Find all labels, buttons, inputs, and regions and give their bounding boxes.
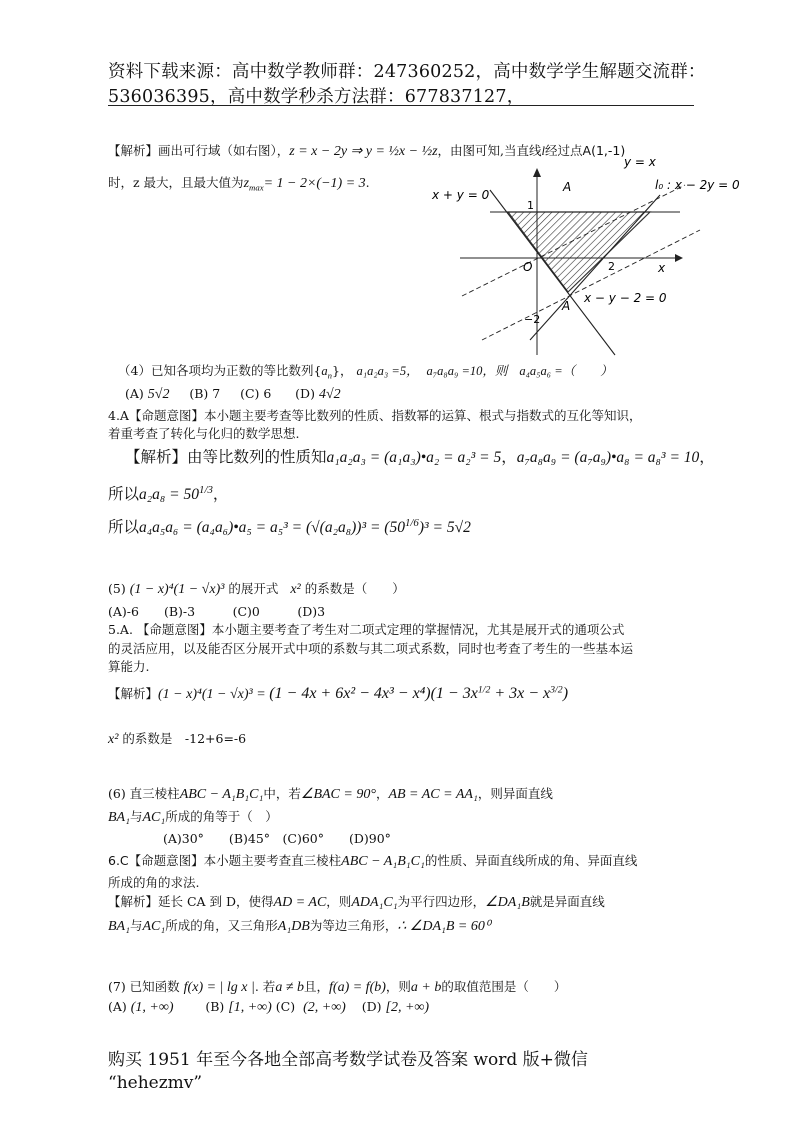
- q5-solution: 【解析】$(1 - x)^4(1 - √x)^3 = (1 - 4x + 6x^2 - 4x^3 - x^4)(1 - 3x^{1/2} + 3x - x^{3/2})$: [108, 684, 569, 702]
- q4-stem: （4）已知各项均为正数的等比数列$\{a_n\}$， a₁a₂a₃ =5， a₇a₈a₉ =10，则 a₄a₅a₆ =（ ）: [118, 363, 613, 381]
- q6-stem-line-2: BA₁与AC₁所成的角等于（ ）: [108, 809, 278, 825]
- q3-solution-line-2: 时，z 最大，且最大值为$z_{max}= 1 - 2\times(-1) = 3$.: [108, 175, 370, 193]
- q4-intent-line-1: 4.A【命题意图】本小题主要考查等比数列的性质、指数幂的运算、根式与指数式的互化等知识，: [108, 408, 642, 423]
- footer-line-2: “hehezmv”: [108, 1073, 203, 1093]
- label-l0: l₀ : x − 2y = 0: [655, 178, 740, 192]
- q4-solution-line-1: 【解析】由等比数列的性质知a₁a₂a₃ = (a₁a₃)•a₂ = a₂³ = 5，a₇a₈a₉ = (a₇a₉)•a₈ = a₈³ = 10，: [125, 448, 715, 466]
- q5-intent-line-2: 的灵活应用，以及能否区分展开式中项的系数与其二项式系数，同时也考查了考生的一些基本运: [108, 641, 634, 656]
- label-x-minus-y-minus-2: x − y − 2 = 0: [584, 291, 667, 305]
- q5-intent-line-1: 5.A. 【命题意图】本小题主要考查了考生对二项式定理的掌握情况，尤其是展开式的通项公式: [108, 622, 625, 637]
- q4-options: (A) 5√2 (B) 7 (C) 6 (D) 4√2: [125, 386, 341, 402]
- y-axis-arrow: [533, 168, 541, 177]
- q5-intent-line-3: 算能力.: [108, 659, 150, 674]
- label-origin: O: [523, 260, 533, 274]
- label-x-2: 2: [608, 260, 615, 273]
- q6-intent-line-2: 所成的角的求法.: [108, 875, 200, 890]
- label-y-eq-x: y = x: [624, 155, 656, 169]
- q6-intent-line-1: 6.C【命题意图】本小题主要考查直三棱柱ABC − A₁B₁C₁的性质、异面直线所成的角、异面直线: [108, 853, 638, 869]
- feasible-region-graph: [425, 150, 745, 365]
- q4-solution-line-2: 所以$a_2a_8 = 50^{1/3}$，: [108, 483, 229, 503]
- q4-solution-line-3: 所以a₄a₅a₆ = (a₄a₆)•a₅ = $a_5^3 = (√(a_2a_8))^3 = (50^{1/6})^3 = 5√2$: [108, 516, 471, 536]
- q6-stem-line-1: (6) 直三棱柱ABC − A₁B₁C₁中，若∠BAC = 90°，AB = AC = AA₁，则异面直线: [108, 786, 553, 802]
- label-A-top: A: [563, 180, 572, 194]
- q4-intent-line-2: 着重考查了转化与化归的数学思想.: [108, 426, 300, 441]
- q6-solution-line-1: 【解析】延长 CA 到 D，使得AD = AC，则ADA₁C₁为平行四边形，∠DA₁B就是异面直线: [108, 894, 605, 910]
- label-x-plus-y-eq-0: x + y = 0: [432, 188, 490, 202]
- x-axis-arrow: [675, 254, 683, 262]
- label-y-1: 1: [527, 199, 534, 212]
- q6-options: (A)30° (B)45° (C)60° (D)90°: [163, 831, 391, 846]
- q5-options: (A)-6 (B)-3 (C)0 (D)3: [108, 604, 326, 619]
- header-line-2: 536036395，高中数学秒杀方法群：677837127，: [108, 87, 525, 107]
- q6-solution-line-2: BA₁与AC₁所成的角，又三角形A₁DB为等边三角形，∴ ∠DA₁B = 60⁰: [108, 918, 491, 934]
- label-y-minus-2: −2: [524, 313, 541, 326]
- q7-stem: (7) 已知函数 f(x) = | lg x |. 若a ≠ b且，f(a) = f(b)，则a + b的取值范围是（ ）: [108, 979, 567, 995]
- q7-options: (A) (1, +∞) (B) [1, +∞) (C) (2, +∞) (D) [2, +∞): [108, 999, 430, 1015]
- header-rule: [108, 105, 694, 106]
- label-x-axis: x: [658, 261, 666, 275]
- header-line-1: 资料下载来源：高中数学教师群：247360252，高中数学学生解题交流群：: [108, 62, 706, 82]
- label-A: A: [562, 299, 571, 313]
- feasible-region: [508, 212, 650, 292]
- q5-stem: (5) (1 − x)⁴(1 − √x)³ 的展开式 x² 的系数是（ ）: [108, 581, 405, 597]
- q3-solution-line-1: 【解析】画出可行域（如右图），z = x − 2y ⇒ y = ½x − ½z，由图可知,当直线l经过点A(1,-1): [108, 143, 626, 159]
- footer-line-1: 购买 1951 年至今各地全部高考数学试卷及答案 word 版+微信: [108, 1050, 588, 1070]
- q5-coefficient: x² 的系数是 -12+6=-6: [108, 731, 247, 747]
